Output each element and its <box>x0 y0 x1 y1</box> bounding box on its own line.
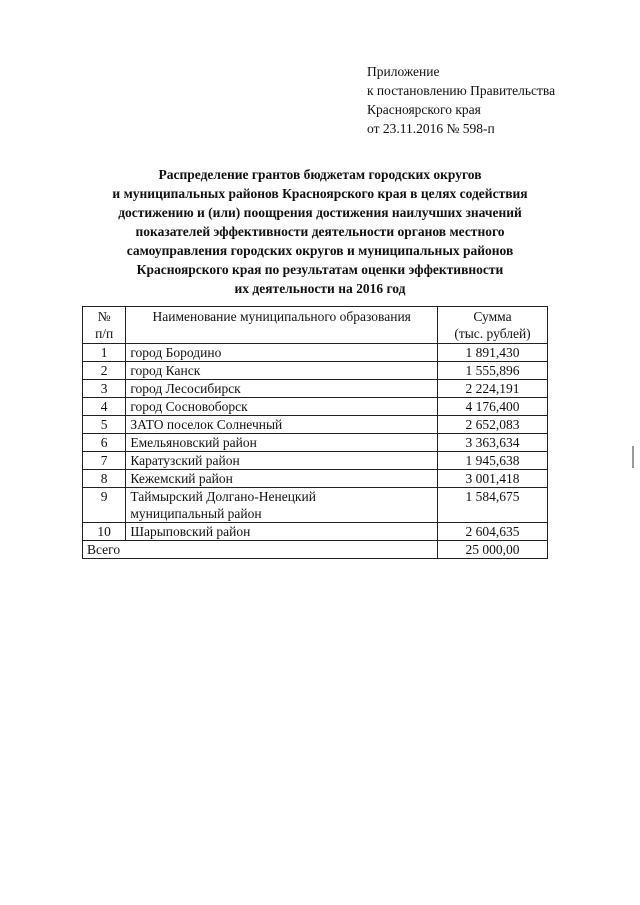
grants-table <box>82 306 548 559</box>
table-row <box>83 523 548 541</box>
table-total-row <box>83 541 548 559</box>
row-name: город Лесосибирск <box>126 380 438 398</box>
row-number: 8 <box>83 470 126 488</box>
row-sum: 4 176,400 <box>438 398 548 416</box>
row-number: 6 <box>83 434 126 452</box>
table-row <box>83 488 548 523</box>
row-number: 10 <box>83 523 126 541</box>
title-line: и муниципальных районов Красноярского края в целях содействия <box>112 186 528 201</box>
title-line: показателей эффективности деятельности органов местного <box>135 224 505 239</box>
row-sum: 1 891,430 <box>438 344 548 362</box>
row-name: Каратузский район <box>126 452 438 470</box>
title-line: Распределение грантов бюджетам городских округов <box>158 167 482 182</box>
title-line: их деятельности на 2016 год <box>234 281 406 296</box>
row-sum: 3 363,634 <box>438 434 548 452</box>
appendix-block <box>367 62 555 138</box>
row-name: город Канск <box>126 362 438 380</box>
table-row <box>83 362 548 380</box>
row-sum: 2 604,635 <box>438 523 548 541</box>
table-row <box>83 452 548 470</box>
row-sum: 2 224,191 <box>438 380 548 398</box>
header-number-line1: № <box>97 309 111 324</box>
table-row <box>83 434 548 452</box>
row-number: 2 <box>83 362 126 380</box>
row-sum: 2 652,083 <box>438 416 548 434</box>
row-number: 9 <box>83 488 126 523</box>
row-number: 5 <box>83 416 126 434</box>
appendix-line: Красноярского края <box>367 102 481 117</box>
row-name-line2: муниципальный район <box>130 506 262 521</box>
appendix-line: к постановлению Правительства <box>367 83 556 98</box>
row-name: ЗАТО поселок Солнечный <box>126 416 438 434</box>
row-name: Емельяновский район <box>126 434 438 452</box>
table-header-row <box>83 307 548 344</box>
title-line: достижению и (или) поощрения достижения наилучших значений <box>118 205 522 220</box>
header-sum-line1: Сумма <box>473 309 512 324</box>
table-row <box>83 344 548 362</box>
header-number <box>83 307 126 344</box>
title-line: самоуправления городских округов и муниципальных районов <box>126 243 514 258</box>
header-sum <box>438 307 548 344</box>
table-row <box>83 398 548 416</box>
table-row <box>83 416 548 434</box>
header-number-line2: п/п <box>95 326 114 341</box>
row-number: 3 <box>83 380 126 398</box>
row-sum: 3 001,418 <box>438 470 548 488</box>
document-title <box>60 165 580 298</box>
row-sum: 1 555,896 <box>438 362 548 380</box>
scan-artifact <box>632 446 634 468</box>
row-name: город Сосновоборск <box>126 398 438 416</box>
row-number: 4 <box>83 398 126 416</box>
row-sum: 1 584,675 <box>438 488 548 523</box>
header-sum-line2: (тыс. рублей) <box>454 326 531 341</box>
row-number: 1 <box>83 344 126 362</box>
row-sum: 1 945,638 <box>438 452 548 470</box>
title-line: Красноярского края по результатам оценки эффективности <box>136 262 504 277</box>
row-name: город Бородино <box>126 344 438 362</box>
appendix-line: от 23.11.2016 № 598-п <box>367 121 495 136</box>
appendix-line: Приложение <box>367 64 440 79</box>
total-label: Всего <box>83 541 438 559</box>
row-name <box>126 488 438 523</box>
total-sum: 25 000,00 <box>438 541 548 559</box>
table-row <box>83 380 548 398</box>
row-number: 7 <box>83 452 126 470</box>
header-name: Наименование муниципального образования <box>126 307 438 344</box>
table-row <box>83 470 548 488</box>
row-name: Кежемский район <box>126 470 438 488</box>
row-name: Шарыповский район <box>126 523 438 541</box>
row-name-line1: Таймырский Долгано-Ненецкий <box>130 489 316 504</box>
